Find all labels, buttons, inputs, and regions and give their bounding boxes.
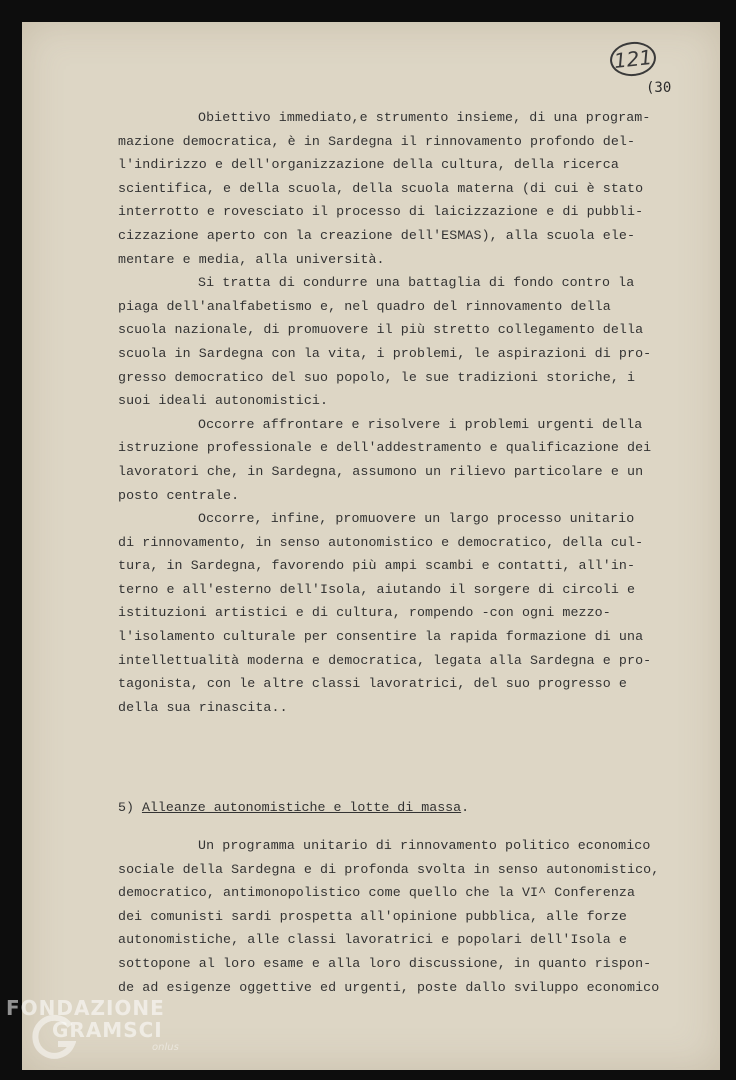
text-line: istruzione professionale e dell'addestramento e qualificazione dei	[118, 440, 652, 456]
section-heading	[118, 800, 469, 815]
text-line: posto centrale.	[118, 487, 240, 503]
section-period: .	[461, 800, 470, 815]
text-line: scuola in Sardegna con la vita, i problemi, le aspirazioni di pro-	[118, 345, 652, 361]
document-page	[22, 22, 720, 1070]
archive-number-stamp: 121	[608, 40, 657, 79]
body-text-lower	[118, 834, 659, 999]
section-title: Alleanze autonomistiche e lotte di massa	[141, 800, 462, 815]
text-line: tagonista, con le altre classi lavoratrici, del suo progresso e	[118, 676, 628, 692]
text-line: gresso democratico del suo popolo, le sue tradizioni storiche, i	[118, 369, 636, 385]
text-line: dei comunisti sardi prospetta all'opinione pubblica, alle forze	[118, 908, 628, 924]
text-line: democratico, antimonopolistico come quello che la VI^ Conferenza	[118, 885, 636, 901]
text-line: della sua rinascita..	[118, 699, 288, 715]
text-line: di rinnovamento, in senso autonomistico e democratico, della cul-	[118, 534, 644, 550]
text-line: terno e all'esterno dell'Isola, aiutando il sorgere di circoli e	[118, 581, 636, 597]
watermark-line-3: onlus	[152, 1042, 179, 1053]
text-line: piaga dell'analfabetismo e, nel quadro del rinnovamento della	[118, 298, 611, 314]
text-line: mazione democratica, è in Sardegna il rinnovamento profondo del-	[118, 133, 636, 149]
text-line: cizzazione aperto con la creazione dell'ESMAS), alla scuola ele-	[118, 227, 636, 243]
text-line: Occorre, infine, promuovere un largo processo unitario	[198, 511, 635, 527]
text-line: suoi ideali autonomistici.	[118, 393, 329, 409]
section-number: 5)	[118, 800, 142, 815]
text-line: Si tratta di condurre una battaglia di fondo contro la	[198, 275, 635, 291]
text-line: istituzioni artistici e di cultura, rompendo -con ogni mezzo-	[118, 605, 611, 621]
text-line: lavoratori che, in Sardegna, assumono un rilievo particolare e un	[118, 463, 644, 479]
text-line: mentare e media, alla università.	[118, 251, 385, 267]
text-line: l'indirizzo e dell'organizzazione della cultura, della ricerca	[118, 157, 619, 173]
text-line: tura, in Sardegna, favorendo più ampi scambi e contatti, all'in-	[118, 558, 636, 574]
text-line: intellettualità moderna e democratica, legata alla Sardegna e pro-	[118, 652, 652, 668]
fondazione-gramsci-watermark	[6, 996, 206, 1076]
watermark-line-2: GRAMSCI	[52, 1018, 163, 1042]
text-line: sociale della Sardegna e di profonda svolta in senso autonomistico,	[118, 861, 660, 877]
text-line: scientifica, e della scuola, della scuola materna (di cui è stato	[118, 180, 644, 196]
text-line: scuola nazionale, di promuovere il più stretto collegamento della	[118, 322, 644, 338]
page-number: (30	[646, 80, 672, 96]
text-line: Occorre affrontare e risolvere i problemi urgenti della	[198, 416, 643, 432]
body-text-upper	[118, 106, 651, 719]
text-line: Obiettivo immediato,e strumento insieme, di una program-	[198, 110, 651, 125]
text-line: l'isolamento culturale per consentire la rapida formazione di una	[118, 629, 644, 645]
text-line: sottopone al loro esame e alla loro discussione, in quanto rispon-	[118, 955, 652, 971]
watermark-line-1: FONDAZIONE	[6, 996, 165, 1020]
text-line: Un programma unitario di rinnovamento politico economico	[198, 838, 651, 853]
text-line: autonomistiche, alle classi lavoratrici e popolari dell'Isola e	[118, 932, 628, 948]
text-line: interrotto e rovesciato il processo di laicizzazione e di pubbli-	[118, 204, 644, 220]
text-line: de ad esigenze oggettive ed urgenti, poste dallo sviluppo economico	[118, 979, 660, 995]
